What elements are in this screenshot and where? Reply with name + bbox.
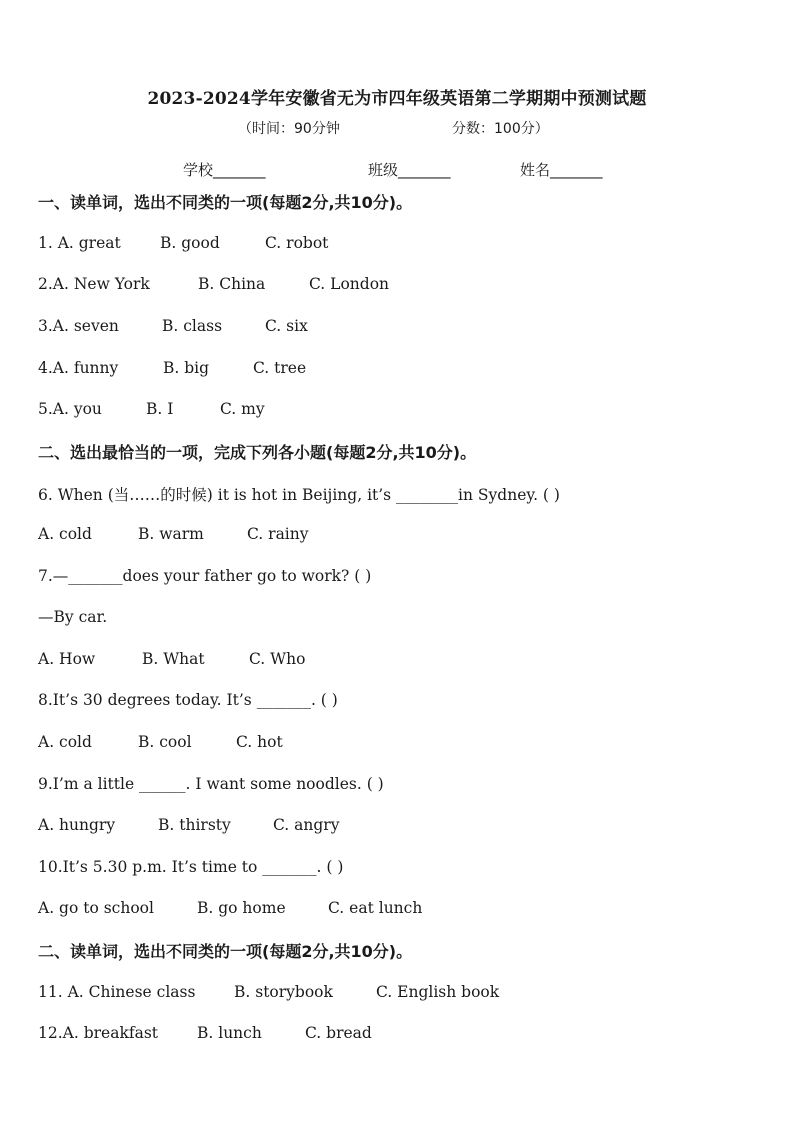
option-a: 4.A. funny — [38, 359, 119, 377]
option-a: 2.A. New York — [38, 275, 150, 293]
school-field: 学校_______ — [183, 161, 266, 179]
class-field: 班级_______ — [368, 161, 451, 179]
section-heading-3: 二、读单词，选出不同类的一项(每题2分,共10分)。 — [38, 942, 413, 961]
option-a: A. go to school — [38, 899, 154, 917]
option-c: C. my — [220, 400, 265, 418]
time-limit: （时间：90分钟 — [238, 121, 340, 137]
question-10-stem: 10.It’s 5.30 p.m. It’s time to _______. ( ) — [38, 858, 344, 876]
section-heading-2: 二、选出最恰当的一项，完成下列各小题(每题2分,共10分)。 — [38, 443, 477, 462]
option-a: A. How — [38, 650, 96, 668]
question-8-stem: 8.It’s 30 degrees today. It’s _______. ( ) — [38, 691, 338, 709]
option-c: C. bread — [305, 1024, 372, 1042]
option-a: 5.A. you — [38, 400, 102, 418]
option-b: B. What — [142, 650, 205, 668]
option-c: C. Who — [249, 650, 306, 668]
option-c: C. hot — [236, 733, 283, 751]
option-c: C. angry — [273, 816, 340, 834]
option-c: C. English book — [376, 983, 500, 1001]
option-b: B. go home — [197, 899, 286, 917]
option-a: A. hungry — [38, 816, 116, 834]
option-c: C. eat lunch — [328, 899, 423, 917]
option-b: B. China — [198, 275, 266, 293]
option-a: 3.A. seven — [38, 317, 119, 335]
option-c: C. robot — [265, 234, 329, 252]
option-a: 12.A. breakfast — [38, 1024, 158, 1042]
name-field: 姓名_______ — [520, 161, 603, 179]
option-c: C. London — [309, 275, 390, 293]
option-b: B. class — [162, 317, 223, 335]
option-c: C. six — [265, 317, 308, 335]
option-b: B. big — [163, 359, 210, 377]
option-b: B. I — [146, 400, 174, 418]
option-b: B. lunch — [197, 1024, 262, 1042]
option-c: C. rainy — [247, 525, 309, 543]
question-9-stem: 9.I’m a little ______. I want some noodles. ( ) — [38, 775, 384, 793]
option-a: 1. A. great — [38, 234, 121, 252]
question-7-reply: —By car. — [38, 608, 108, 626]
option-a: 11. A. Chinese class — [38, 983, 196, 1001]
option-a: A. cold — [38, 525, 92, 543]
page-title: 2023-2024学年安徽省无为市四年级英语第二学期期中预测试题 — [147, 89, 647, 109]
section-heading-1: 一、读单词，选出不同类的一项(每题2分,共10分)。 — [38, 193, 413, 212]
total-score: 分数：100分） — [452, 121, 549, 137]
option-a: A. cold — [38, 733, 92, 751]
option-c: C. tree — [253, 359, 307, 377]
option-b: B. good — [160, 234, 220, 252]
option-b: B. storybook — [234, 983, 333, 1001]
question-7-stem: 7.—_______does your father go to work? ( ) — [38, 567, 372, 585]
option-b: B. cool — [138, 733, 192, 751]
option-b: B. warm — [138, 525, 204, 543]
option-b: B. thirsty — [158, 816, 231, 834]
question-6-stem: 6. When (当……的时候) it is hot in Beijing, it’s ________in Sydney. ( ) — [38, 486, 560, 504]
